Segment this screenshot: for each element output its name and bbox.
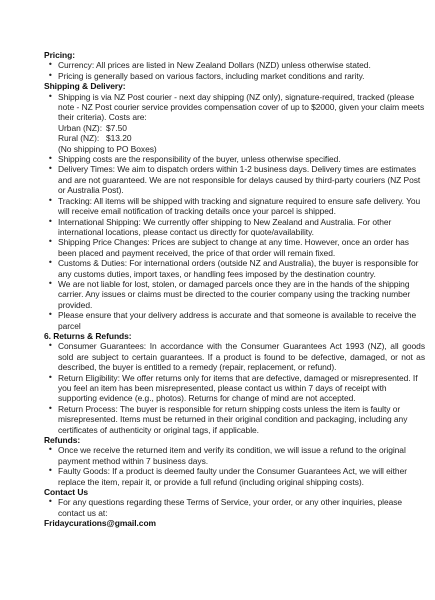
shipping-nz-text: Shipping is via NZ Post courier - next day shipping (NZ only), signature-required, tracked (please note - NZ Post courier service provides compensation cover of up to $2000, given your claim meets their criteria). Costs are: bbox=[58, 91, 425, 123]
shipping-heading: Shipping & Delivery: bbox=[44, 81, 126, 92]
list-item: • Customs & Duties: For international orders (outside NZ and Australia), the buyer is responsible for any customs duties, import taxes, or handling fees imposed by the destination country. bbox=[44, 258, 425, 279]
returns-list bbox=[44, 341, 425, 435]
list-item: • Delivery Times: We aim to dispatch orders within 1-2 business days. Delivery times are estimates and are not guaranteed. We are not responsible for delays caused by third-party couriers (NZ Post or Australia Post). bbox=[44, 164, 425, 195]
contact-list bbox=[44, 497, 425, 518]
pricing-list bbox=[44, 60, 425, 81]
refunds-heading: Refunds: bbox=[44, 435, 81, 446]
list-item: • Pricing is generally based on various factors, including market conditions and rarity. bbox=[44, 71, 425, 81]
contact-email[interactable]: Fridaycurations@gmail.com bbox=[44, 518, 157, 529]
list-item: • We are not liable for lost, stolen, or damaged parcels once they are in the hands of the shipping carrier. Any issues or claims must be directed to the courier company using the tracking number provided. bbox=[44, 279, 425, 310]
rural-cost: $13.20 bbox=[106, 133, 132, 144]
list-item: • Shipping Price Changes: Prices are subject to change at any time. However, once an order has been placed and payment received, the price of that order will remain fixed. bbox=[44, 237, 425, 258]
list-item: • Return Eligibility: We offer returns only for items that are defective, damaged or misrepresented. If you feel an item has been misrepresented, please contact us within 7 days of receipt with supporting evidence (e.g., photos). Returns for change of mind are not accepted. bbox=[44, 373, 425, 404]
list-item: • Shipping costs are the responsibility of the buyer, unless otherwise specified. bbox=[44, 154, 425, 164]
returns-heading: 6. Returns & Refunds: bbox=[44, 330, 132, 341]
rural-cost-row bbox=[58, 133, 425, 143]
list-item: • Please ensure that your delivery address is accurate and that someone is available to receive the parcel bbox=[44, 310, 425, 331]
pricing-heading: Pricing: bbox=[44, 50, 76, 60]
list-item: • Tracking: All items will be shipped with tracking and signature required to ensure safe delivery. You will receive email notification of tracking details once your parcel is shipped. bbox=[44, 196, 425, 217]
list-item: • Faulty Goods: If a product is deemed faulty under the Consumer Guarantees Act, we will either replace the item, repair it, or provide a full refund (including original shipping costs). bbox=[44, 466, 425, 487]
po-box-note: (No shipping to PO Boxes) bbox=[58, 143, 157, 154]
list-item: • Once we receive the returned item and verify its condition, we will issue a refund to the original payment method within 7 business days. bbox=[44, 445, 425, 466]
urban-cost: $7.50 bbox=[106, 122, 127, 133]
list-item: • For any questions regarding these Terms of Service, your order, or any other inquiries, please contact us at: bbox=[44, 497, 425, 518]
list-item: • Consumer Guarantees: In accordance with the Consumer Guarantees Act 1993 (NZ), all goods sold are subject to certain guarantees. If a product is found to be defective, damaged, or not as described, the buyer is entitled to a remedy (repair, replacement, or refund). bbox=[44, 341, 425, 372]
rural-label: Rural (NZ): bbox=[58, 133, 100, 144]
urban-label: Urban (NZ): bbox=[58, 122, 102, 133]
shipping-list bbox=[44, 92, 425, 331]
list-item bbox=[44, 92, 425, 154]
list-item: • Return Process: The buyer is responsible for return shipping costs unless the item is faulty or misrepresented. Items must be returned in their original condition and packaging, including any certificates of authenticity or original tags, if applicable. bbox=[44, 404, 425, 435]
refunds-list bbox=[44, 445, 425, 487]
contact-heading: Contact Us bbox=[44, 487, 89, 498]
list-item: • Currency: All prices are listed in New Zealand Dollars (NZD) unless otherwise stated. bbox=[44, 60, 425, 70]
urban-cost-row bbox=[58, 123, 425, 133]
list-item: • International Shipping: We currently offer shipping to New Zealand and Australia. For other international locations, please contact us directly for quote/availability. bbox=[44, 217, 425, 238]
